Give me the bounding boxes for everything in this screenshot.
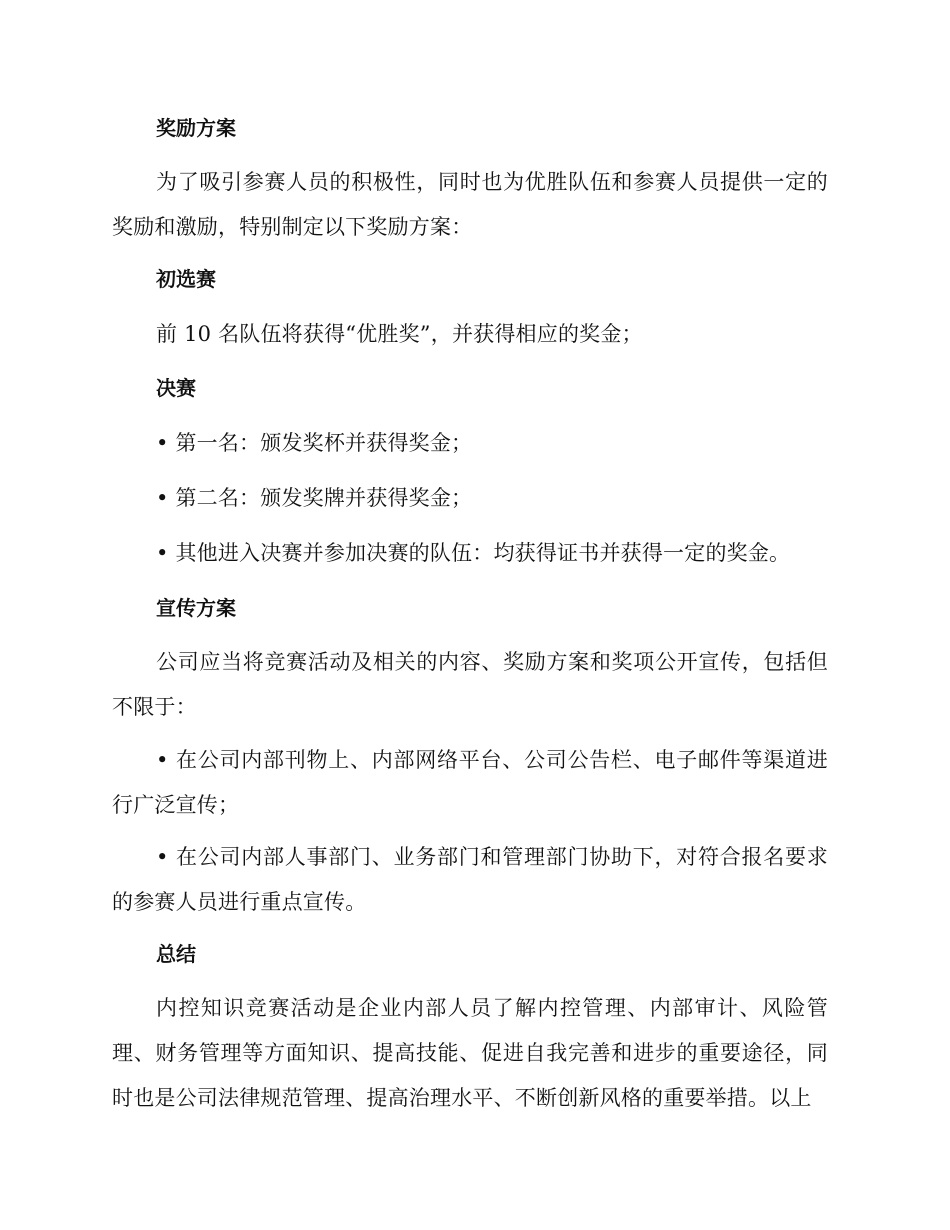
final-item-first: • 第一名：颁发奖杯并获得奖金； (156, 431, 473, 455)
final-item-others: • 其他进入决赛并参加决赛的队伍：均获得证书并获得一定的奖金。 (156, 541, 791, 565)
summary-heading: 总结 (156, 942, 196, 966)
reward-intro: 为了吸引参赛人员的积极性，同时也为优胜队伍和参赛人员提供一定的奖励和激励，特别制定以下奖励方案： (112, 170, 828, 239)
promo-item-channels: • 在公司内部刊物上、内部网络平台、公司公告栏、电子邮件等渠道进行广泛宣传； (112, 748, 828, 817)
summary-text: 内控知识竞赛活动是企业内部人员了解内控管理、内部审计、风险管理、财务管理等方面知识、提高技能、促进自我完善和进步的重要途径，同时也是公司法律规范管理、提高治理水平、不断创新风格的重要举措。以上 (112, 996, 828, 1110)
promo-item-departments: • 在公司内部人事部门、业务部门和管理部门协助下，对符合报名要求的参赛人员进行重点宣传。 (112, 845, 828, 914)
promo-heading: 宣传方案 (156, 596, 236, 620)
final-item-second: • 第二名：颁发奖牌并获得奖金； (156, 486, 473, 510)
reward-heading: 奖励方案 (156, 116, 236, 140)
prelim-heading: 初选赛 (156, 267, 216, 291)
promo-intro: 公司应当将竞赛活动及相关的内容、奖励方案和奖项公开宣传，包括但不限于： (112, 650, 828, 719)
final-heading: 决赛 (156, 376, 196, 400)
prelim-text: 前 10 名队伍将获得“优胜奖”，并获得相应的奖金； (156, 322, 643, 346)
